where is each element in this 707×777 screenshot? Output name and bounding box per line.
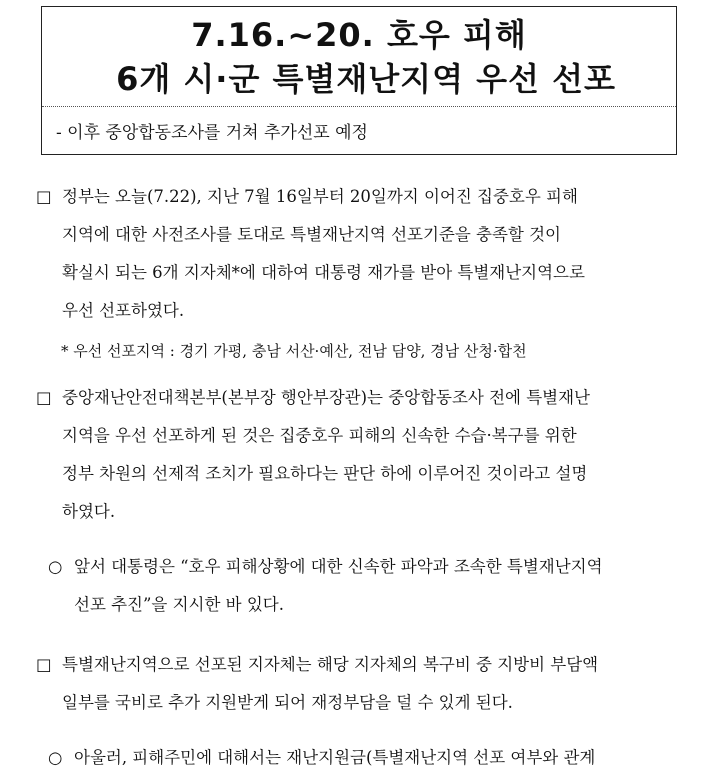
square-bullet-icon: □ xyxy=(36,187,52,206)
paragraph-2-sub xyxy=(48,548,684,624)
subheadline: - 이후 중앙합동조사를 거쳐 추가선포 예정 xyxy=(56,123,368,143)
headline-line-1: 7.16.~20. 호우 피해 xyxy=(191,15,527,54)
circle-bullet-icon: ○ xyxy=(48,748,63,767)
paragraph-1-text: 정부는 오늘(7.22), 지난 7월 16일부터 20일까지 이어진 집중호우 피해 지역에 대한 사전조사를 토대로 특별재난지역 선포기준을 충족할 것이 확실시 되는 6개 지자체*에 대하여 대통령 재가를 받아 특별재난지역으로 우선 선포하였다. xyxy=(62,187,585,320)
footnote-designated-areas: * 우선 선포지역 : 경기 가평, 충남 서산·예산, 전남 담양, 경남 산청·합천 xyxy=(61,342,527,360)
document-body xyxy=(36,178,684,777)
square-bullet-icon: □ xyxy=(36,655,52,674)
paragraph-2-sub-text: 앞서 대통령은 “호우 피해상황에 대한 신속한 파악과 조속한 특별재난지역 선포 추진”을 지시한 바 있다. xyxy=(74,557,603,614)
paragraph-3 xyxy=(36,646,684,722)
circle-bullet-icon: ○ xyxy=(48,557,63,576)
paragraph-2-text: 중앙재난안전대책본부(본부장 행안부장관)는 중앙합동조사 전에 특별재난 지역을 우선 선포하게 된 것은 집중호우 피해의 신속한 수습·복구를 위한 정부 차원의 선제적 조치가 필요하다는 판단 하에 이루어진 것이라고 설명 하였다. xyxy=(62,388,590,521)
title-box xyxy=(41,6,677,155)
paragraph-1 xyxy=(36,178,684,330)
square-bullet-icon: □ xyxy=(36,388,52,407)
headline xyxy=(42,7,676,107)
paragraph-3-sub-text: 아울러, 피해주민에 대해서는 재난지원금(특별재난지역 선포 여부와 관계 xyxy=(74,748,596,767)
paragraph-2 xyxy=(36,379,684,531)
paragraph-3-text: 특별재난지역으로 선포된 지자체는 해당 지자체의 복구비 중 지방비 부담액 일부를 국비로 추가 지원받게 되어 재정부담을 덜 수 있게 된다. xyxy=(62,655,599,712)
paragraph-3-sub xyxy=(48,739,684,777)
headline-line-2: 6개 시·군 특별재난지역 우선 선포 xyxy=(116,59,616,98)
